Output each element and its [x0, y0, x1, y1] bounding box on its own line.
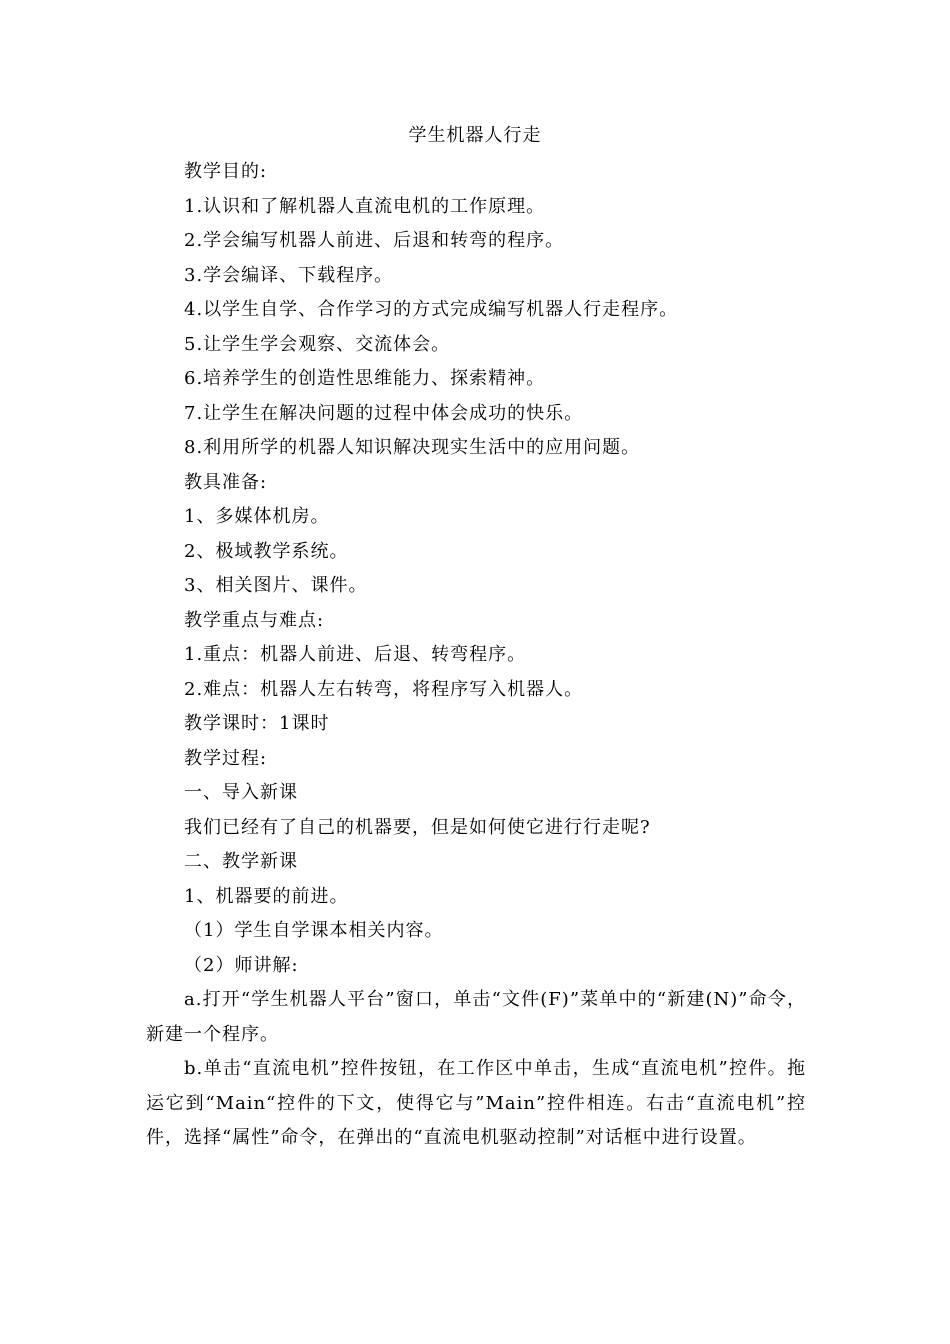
class-hours: 教学课时：1课时: [184, 713, 330, 734]
document-title: 学生机器人行走: [408, 125, 542, 146]
key-point-item: 2.难点：机器人左右转弯，将程序写入机器人。: [184, 679, 584, 700]
instruction-paragraph-b: b.单击“直流电机”控件按钮，在工作区中单击，生成“直流电机”控件。拖运它到“Main“控件的下文，使得它与”Main”控件相连。右击“直流电机”控件，选择“属性”命令，在弹出的“直流电机驱动控制”对话框中进行设置。: [146, 1058, 806, 1148]
objective-item: 5.让学生学会观察、交流体会。: [184, 334, 451, 355]
objective-item: 6.培养学生的创造性思维能力、探索精神。: [184, 368, 546, 389]
step-heading: 1、机器要的前进。: [184, 886, 349, 907]
instruction-paragraph-a: a.打开“学生机器人平台”窗口，单击“文件(F)”菜单中的“新建(N)”命令，新建一个程序。: [146, 989, 806, 1045]
material-item: 2、极域教学系统。: [184, 541, 349, 562]
body-line: 我们已经有了自己的机器要，但是如何使它进行行走呢?: [184, 817, 651, 838]
subheading-new-lesson: 二、教学新课: [184, 851, 298, 872]
objective-item: 8.利用所学的机器人知识解决现实生活中的应用问题。: [184, 437, 641, 458]
objective-item: 2.学会编写机器人前进、后退和转弯的程序。: [184, 230, 565, 251]
step-item: （2）师讲解:: [184, 955, 299, 976]
material-item: 3、相关图片、课件。: [184, 575, 368, 596]
section-heading-process: 教学过程:: [184, 748, 268, 769]
material-item: 1、多媒体机房。: [184, 506, 330, 527]
section-heading-key-points: 教学重点与难点:: [184, 610, 325, 631]
objective-item: 4.以学生自学、合作学习的方式完成编写机器人行走程序。: [184, 299, 679, 320]
section-heading-objectives: 教学目的:: [184, 161, 268, 182]
key-point-item: 1.重点：机器人前进、后退、转弯程序。: [184, 644, 527, 665]
objective-item: 3.学会编译、下载程序。: [184, 265, 394, 286]
step-item: （1）学生自学课本相关内容。: [184, 920, 444, 941]
subheading-introduction: 一、导入新课: [184, 782, 298, 803]
section-heading-materials: 教具准备:: [184, 472, 268, 493]
objective-item: 1.认识和了解机器人直流电机的工作原理。: [184, 196, 546, 217]
objective-item: 7.让学生在解决问题的过程中体会成功的快乐。: [184, 403, 584, 424]
